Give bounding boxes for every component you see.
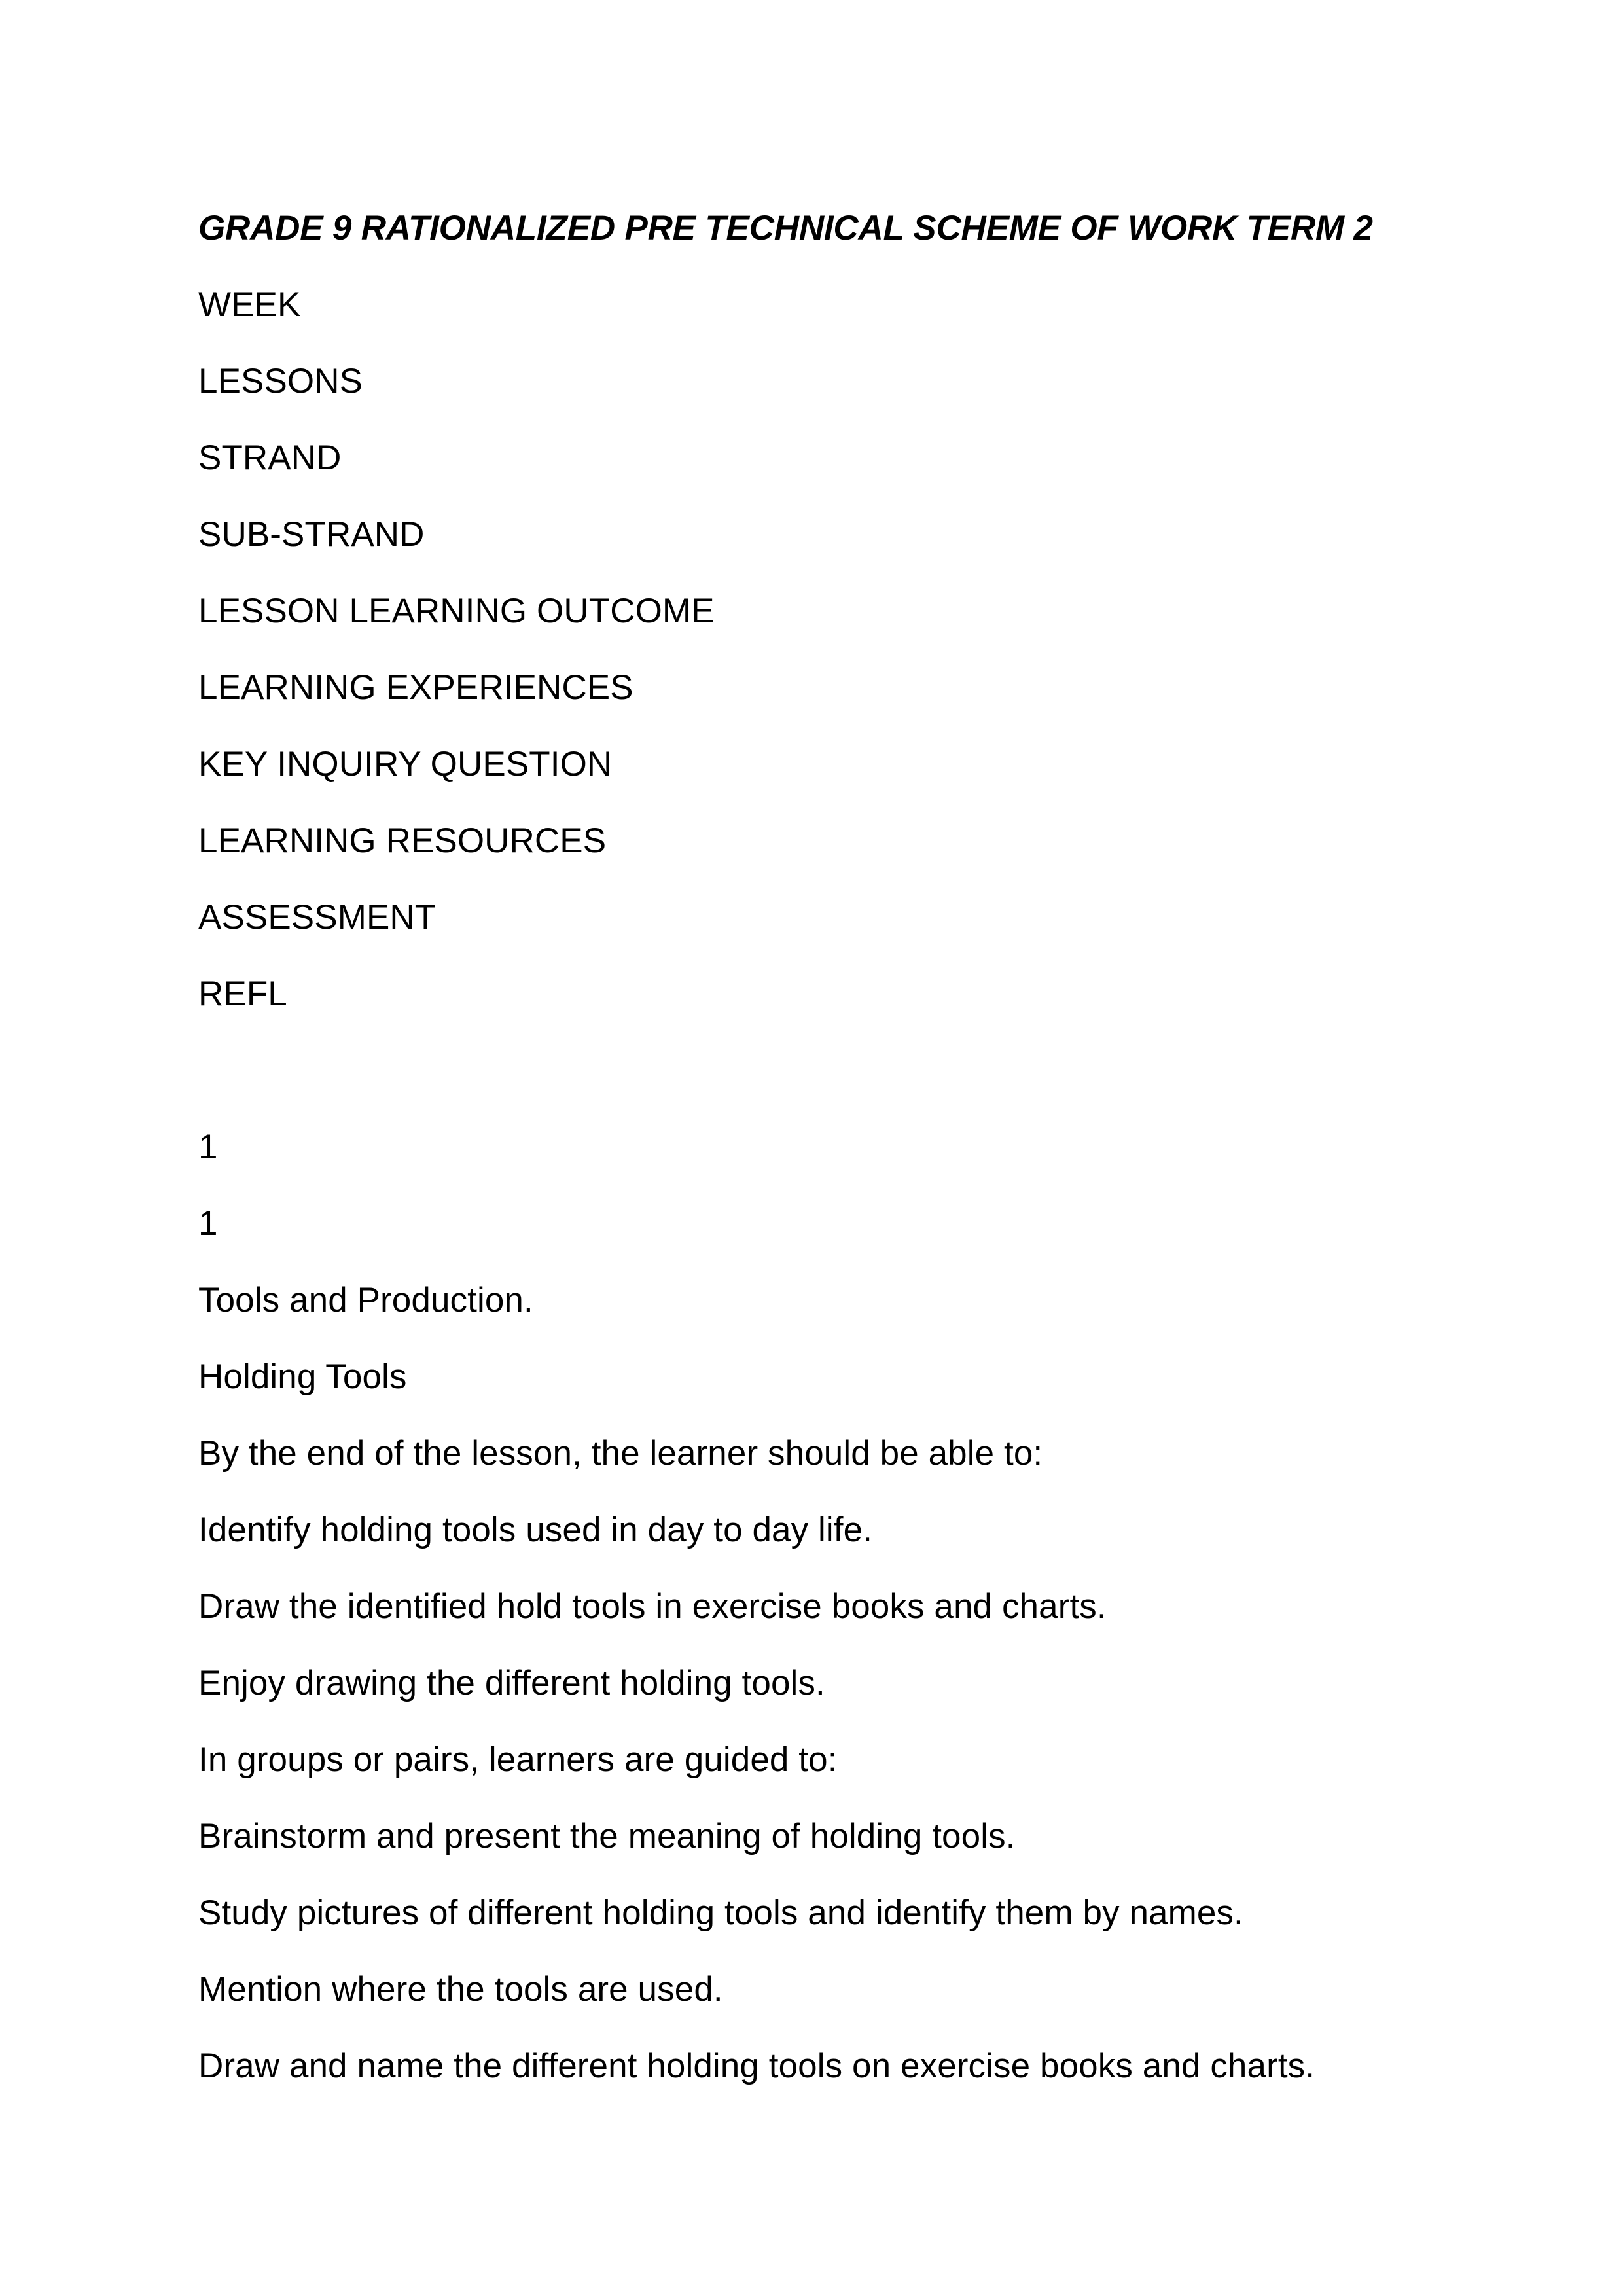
entry-week-value: 1 <box>198 1128 218 1166</box>
column-header-lessons: LESSONS <box>198 362 363 401</box>
entry-outcome-intro: By the end of the lesson, the learner should be able to: <box>198 1434 1043 1473</box>
entry-experience-item: Brainstorm and present the meaning of holding tools. <box>198 1817 1016 1856</box>
column-header-sub-strand: SUB-STRAND <box>198 515 425 554</box>
blank-line-separator <box>198 1032 1427 1109</box>
entry-outcome-item: Draw the identified hold tools in exercise books and charts. <box>198 1587 1107 1626</box>
entry-experience-item: Study pictures of different holding tools and identify them by names. <box>198 1893 1243 1932</box>
column-headers-list <box>198 266 1427 1032</box>
entry-experience-item: Mention where the tools are used. <box>198 1970 723 2009</box>
column-header-key-inquiry-question: KEY INQUIRY QUESTION <box>198 745 613 783</box>
column-header-week: WEEK <box>198 285 301 324</box>
entry-experience-item: Draw and name the different holding tools on exercise books and charts. <box>198 2047 1315 2085</box>
entry-strand-value: Tools and Production. <box>198 1281 533 1319</box>
entry-outcome-item: Identify holding tools used in day to day life. <box>198 1511 873 1549</box>
entry-content <box>198 1109 1427 2104</box>
entry-outcome-item: Enjoy drawing the different holding tools. <box>198 1664 825 1702</box>
column-header-learning-resources: LEARNING RESOURCES <box>198 821 607 860</box>
entry-sub-strand-value: Holding Tools <box>198 1357 407 1396</box>
column-header-lesson-learning-outcome: LESSON LEARNING OUTCOME <box>198 592 715 630</box>
page-title: GRADE 9 RATIONALIZED PRE TECHNICAL SCHEME OF WORK TERM 2 <box>198 209 1373 247</box>
column-header-strand: STRAND <box>198 439 342 477</box>
column-header-assessment: ASSESSMENT <box>198 898 437 937</box>
column-header-refl: REFL <box>198 975 287 1013</box>
column-header-learning-experiences: LEARNING EXPERIENCES <box>198 668 633 707</box>
entry-experiences-intro: In groups or pairs, learners are guided to: <box>198 1740 838 1779</box>
entry-lessons-value: 1 <box>198 1204 218 1243</box>
